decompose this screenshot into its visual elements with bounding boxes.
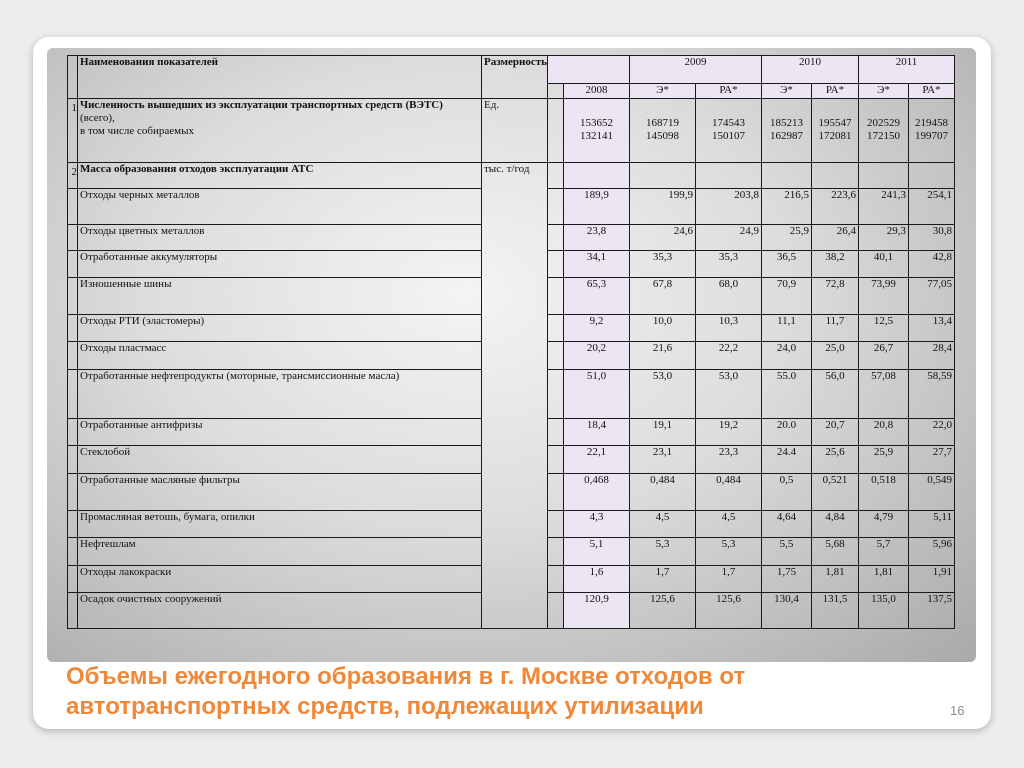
waste-value: 5,1: [564, 538, 630, 566]
waste-value: 35,3: [696, 250, 762, 278]
waste-value: 4,64: [762, 510, 812, 538]
waste-value: 38,2: [812, 250, 859, 278]
waste-gap: [548, 278, 564, 315]
waste-value: 1,75: [762, 565, 812, 593]
waste-gap: [548, 314, 564, 342]
waste-value: 10,0: [630, 314, 696, 342]
waste-value: 26,4: [812, 225, 859, 250]
vets-name-rest: (всего),: [80, 111, 115, 124]
waste-value: 34,1: [564, 250, 630, 278]
waste-value: 25,0: [812, 342, 859, 370]
vets-cell: [859, 98, 909, 162]
waste-value: 199,9: [630, 188, 696, 225]
waste-value: 27,7: [909, 446, 955, 474]
vets-cell: [564, 98, 630, 162]
waste-value: 19,1: [630, 418, 696, 446]
mass-cell: [909, 163, 955, 188]
waste-gap: [548, 369, 564, 418]
header-sub: 2008: [564, 83, 630, 98]
row-marker-empty: [68, 473, 78, 510]
waste-value: 51,0: [564, 369, 630, 418]
waste-value: 9,2: [564, 314, 630, 342]
waste-value: 24,6: [630, 225, 696, 250]
waste-gap: [548, 342, 564, 370]
waste-name: Отработанные масляные фильтры: [78, 473, 482, 510]
waste-value: 36,5: [762, 250, 812, 278]
waste-gap: [548, 565, 564, 593]
waste-name: Отработанные аккумуляторы: [78, 250, 482, 278]
waste-value: 1,81: [859, 565, 909, 593]
waste-value: 24,9: [696, 225, 762, 250]
waste-value: 5,68: [812, 538, 859, 566]
row-marker-empty: [68, 418, 78, 446]
waste-value: 0,484: [696, 473, 762, 510]
waste-gap: [548, 225, 564, 250]
vets-name: [78, 98, 482, 162]
waste-value: 4,5: [696, 510, 762, 538]
waste-value: 1,7: [696, 565, 762, 593]
header-year-2009: 2009: [630, 56, 762, 84]
waste-value: 5,96: [909, 538, 955, 566]
waste-value: 135,0: [859, 593, 909, 629]
waste-value: 68,0: [696, 278, 762, 315]
waste-value: 125,6: [630, 593, 696, 629]
waste-name: Отходы лакокраски: [78, 565, 482, 593]
row-marker-empty: [68, 188, 78, 225]
waste-value: 1,6: [564, 565, 630, 593]
waste-name: Отработанные антифризы: [78, 418, 482, 446]
header-blank: [548, 56, 630, 84]
waste-value: 58,59: [909, 369, 955, 418]
waste-gap: [548, 418, 564, 446]
waste-value: 120,9: [564, 593, 630, 629]
vets-collected: 145098: [646, 130, 679, 143]
mass-cell: [859, 163, 909, 188]
waste-value: 5,3: [630, 538, 696, 566]
header-year-2010: 2010: [762, 56, 859, 84]
vets-total: 174543: [712, 117, 745, 130]
waste-value: 130,4: [762, 593, 812, 629]
waste-gap: [548, 446, 564, 474]
header-gap: [548, 83, 564, 98]
waste-name: Отходы черных металлов: [78, 188, 482, 225]
vets-cell: [630, 98, 696, 162]
header-sub: РА*: [909, 83, 955, 98]
header-sub: Э*: [630, 83, 696, 98]
waste-value: 23,8: [564, 225, 630, 250]
waste-value: 77,05: [909, 278, 955, 315]
waste-value: 20,7: [812, 418, 859, 446]
waste-value: 1,91: [909, 565, 955, 593]
waste-value: 125,6: [696, 593, 762, 629]
waste-value: 22,0: [909, 418, 955, 446]
mass-section-row: [68, 163, 955, 188]
row-marker-empty: [68, 250, 78, 278]
waste-value: 70,9: [762, 278, 812, 315]
waste-value: 12,5: [859, 314, 909, 342]
waste-value: 57,08: [859, 369, 909, 418]
mass-cell: [812, 163, 859, 188]
waste-value: 5,5: [762, 538, 812, 566]
waste-value: 65,3: [564, 278, 630, 315]
waste-value: 25,9: [859, 446, 909, 474]
vets-collected: 162987: [770, 130, 803, 143]
vets-cell: [812, 98, 859, 162]
waste-name: Изношенные шины: [78, 278, 482, 315]
mass-unit: тыс. т/год: [482, 163, 548, 629]
mass-cell: [696, 163, 762, 188]
waste-value: 30,8: [909, 225, 955, 250]
vets-total: 202529: [867, 117, 900, 130]
waste-name: Отходы пластмасс: [78, 342, 482, 370]
vets-total: 195547: [818, 117, 852, 130]
waste-value: 24,0: [762, 342, 812, 370]
waste-value: 22,1: [564, 446, 630, 474]
vets-cell: [762, 98, 812, 162]
waste-value: 23,1: [630, 446, 696, 474]
vets-name-bold: Численность вышедших из эксплуатации транспортных средств (ВЭТС): [80, 98, 443, 111]
header-sub: РА*: [812, 83, 859, 98]
waste-value: 55.0: [762, 369, 812, 418]
vets-collected: 150107: [712, 130, 745, 143]
vets-total: 168719: [646, 117, 679, 130]
vets-collected: 199707: [915, 130, 948, 143]
waste-value: 67,8: [630, 278, 696, 315]
waste-value: 0,5: [762, 473, 812, 510]
row-marker-empty: [68, 278, 78, 315]
waste-value: 25,9: [762, 225, 812, 250]
waste-value: 131,5: [812, 593, 859, 629]
slide-number: 16: [950, 703, 965, 718]
waste-name: Отходы РТИ (эластомеры): [78, 314, 482, 342]
waste-value: 203,8: [696, 188, 762, 225]
mass-gap: [548, 163, 564, 188]
waste-value: 5,11: [909, 510, 955, 538]
waste-value: 29,3: [859, 225, 909, 250]
waste-name: Нефтешлам: [78, 538, 482, 566]
mass-cell: [762, 163, 812, 188]
waste-value: 137,5: [909, 593, 955, 629]
row-marker: 2: [68, 163, 78, 188]
waste-value: 10,3: [696, 314, 762, 342]
marker-col-header: [68, 56, 78, 99]
vets-total: 219458: [915, 117, 948, 130]
waste-value: 223,6: [812, 188, 859, 225]
waste-value: 241,3: [859, 188, 909, 225]
waste-value: 0,521: [812, 473, 859, 510]
waste-value: 22,2: [696, 342, 762, 370]
waste-value: 20.0: [762, 418, 812, 446]
row-marker-empty: [68, 510, 78, 538]
row-marker-empty: [68, 538, 78, 566]
mass-cell: [564, 163, 630, 188]
waste-value: 18,4: [564, 418, 630, 446]
waste-value: 0,549: [909, 473, 955, 510]
waste-value: 11,7: [812, 314, 859, 342]
waste-value: 26,7: [859, 342, 909, 370]
mass-cell: [630, 163, 696, 188]
waste-gap: [548, 538, 564, 566]
row-marker-empty: [68, 314, 78, 342]
waste-value: 11,1: [762, 314, 812, 342]
waste-table: [67, 55, 955, 629]
row-marker-empty: [68, 369, 78, 418]
vets-collected: 172081: [818, 130, 852, 143]
waste-name: Отработанные нефтепродукты (моторные, трансмиссионные масла): [78, 369, 482, 418]
waste-value: 5,3: [696, 538, 762, 566]
mass-section-name: Масса образования отходов эксплуатации АТС: [78, 163, 482, 188]
waste-value: 13,4: [909, 314, 955, 342]
waste-value: 25,6: [812, 446, 859, 474]
vets-name-line2: в том числе собираемых: [80, 125, 195, 138]
row-marker: 1: [68, 98, 78, 162]
header-name: Наименования показателей: [78, 56, 482, 99]
waste-value: 4,79: [859, 510, 909, 538]
waste-gap: [548, 593, 564, 629]
waste-value: 216,5: [762, 188, 812, 225]
waste-value: 40,1: [859, 250, 909, 278]
header-sub: Э*: [762, 83, 812, 98]
waste-value: 53,0: [696, 369, 762, 418]
vets-cell: [909, 98, 955, 162]
waste-value: 72,8: [812, 278, 859, 315]
waste-value: 1,81: [812, 565, 859, 593]
vets-row: [68, 98, 955, 162]
row-marker-empty: [68, 446, 78, 474]
waste-name: Осадок очистных сооружений: [78, 593, 482, 629]
waste-value: 73,99: [859, 278, 909, 315]
vets-collected: 132141: [580, 130, 613, 143]
waste-value: 4,3: [564, 510, 630, 538]
row-marker-empty: [68, 225, 78, 250]
waste-value: 53,0: [630, 369, 696, 418]
row-marker-empty: [68, 593, 78, 629]
waste-value: 0,484: [630, 473, 696, 510]
waste-value: 24.4: [762, 446, 812, 474]
waste-value: 23,3: [696, 446, 762, 474]
waste-value: 21,6: [630, 342, 696, 370]
header-sub: РА*: [696, 83, 762, 98]
waste-name: Промасляная ветошь, бумага, опилки: [78, 510, 482, 538]
row-marker-empty: [68, 565, 78, 593]
header-unit: Размерность: [482, 56, 548, 99]
waste-value: 4,5: [630, 510, 696, 538]
header-year-2011: 2011: [859, 56, 955, 84]
waste-gap: [548, 188, 564, 225]
waste-value: 20,2: [564, 342, 630, 370]
waste-name: Стеклобой: [78, 446, 482, 474]
waste-value: 35,3: [630, 250, 696, 278]
vets-total: 153652: [580, 117, 613, 130]
waste-value: 254,1: [909, 188, 955, 225]
vets-cell: [696, 98, 762, 162]
header-row-years: [68, 56, 955, 84]
waste-name: Отходы цветных металлов: [78, 225, 482, 250]
row-marker-empty: [68, 342, 78, 370]
slide-title: Объемы ежегодного образования в г. Москве отходов от автотранспортных средств, подлежащих утилизации: [66, 663, 746, 720]
waste-value: 0,468: [564, 473, 630, 510]
vets-unit: Ед.: [482, 98, 548, 162]
waste-value: 28,4: [909, 342, 955, 370]
waste-gap: [548, 510, 564, 538]
waste-value: 0,518: [859, 473, 909, 510]
waste-gap: [548, 473, 564, 510]
waste-value: 19,2: [696, 418, 762, 446]
waste-value: 189,9: [564, 188, 630, 225]
vets-total: 185213: [770, 117, 803, 130]
waste-value: 20,8: [859, 418, 909, 446]
waste-value: 42,8: [909, 250, 955, 278]
vets-collected: 172150: [867, 130, 900, 143]
waste-value: 1,7: [630, 565, 696, 593]
vets-gap: [548, 98, 564, 162]
waste-value: 5,7: [859, 538, 909, 566]
waste-gap: [548, 250, 564, 278]
waste-value: 56,0: [812, 369, 859, 418]
waste-value: 4,84: [812, 510, 859, 538]
header-sub: Э*: [859, 83, 909, 98]
